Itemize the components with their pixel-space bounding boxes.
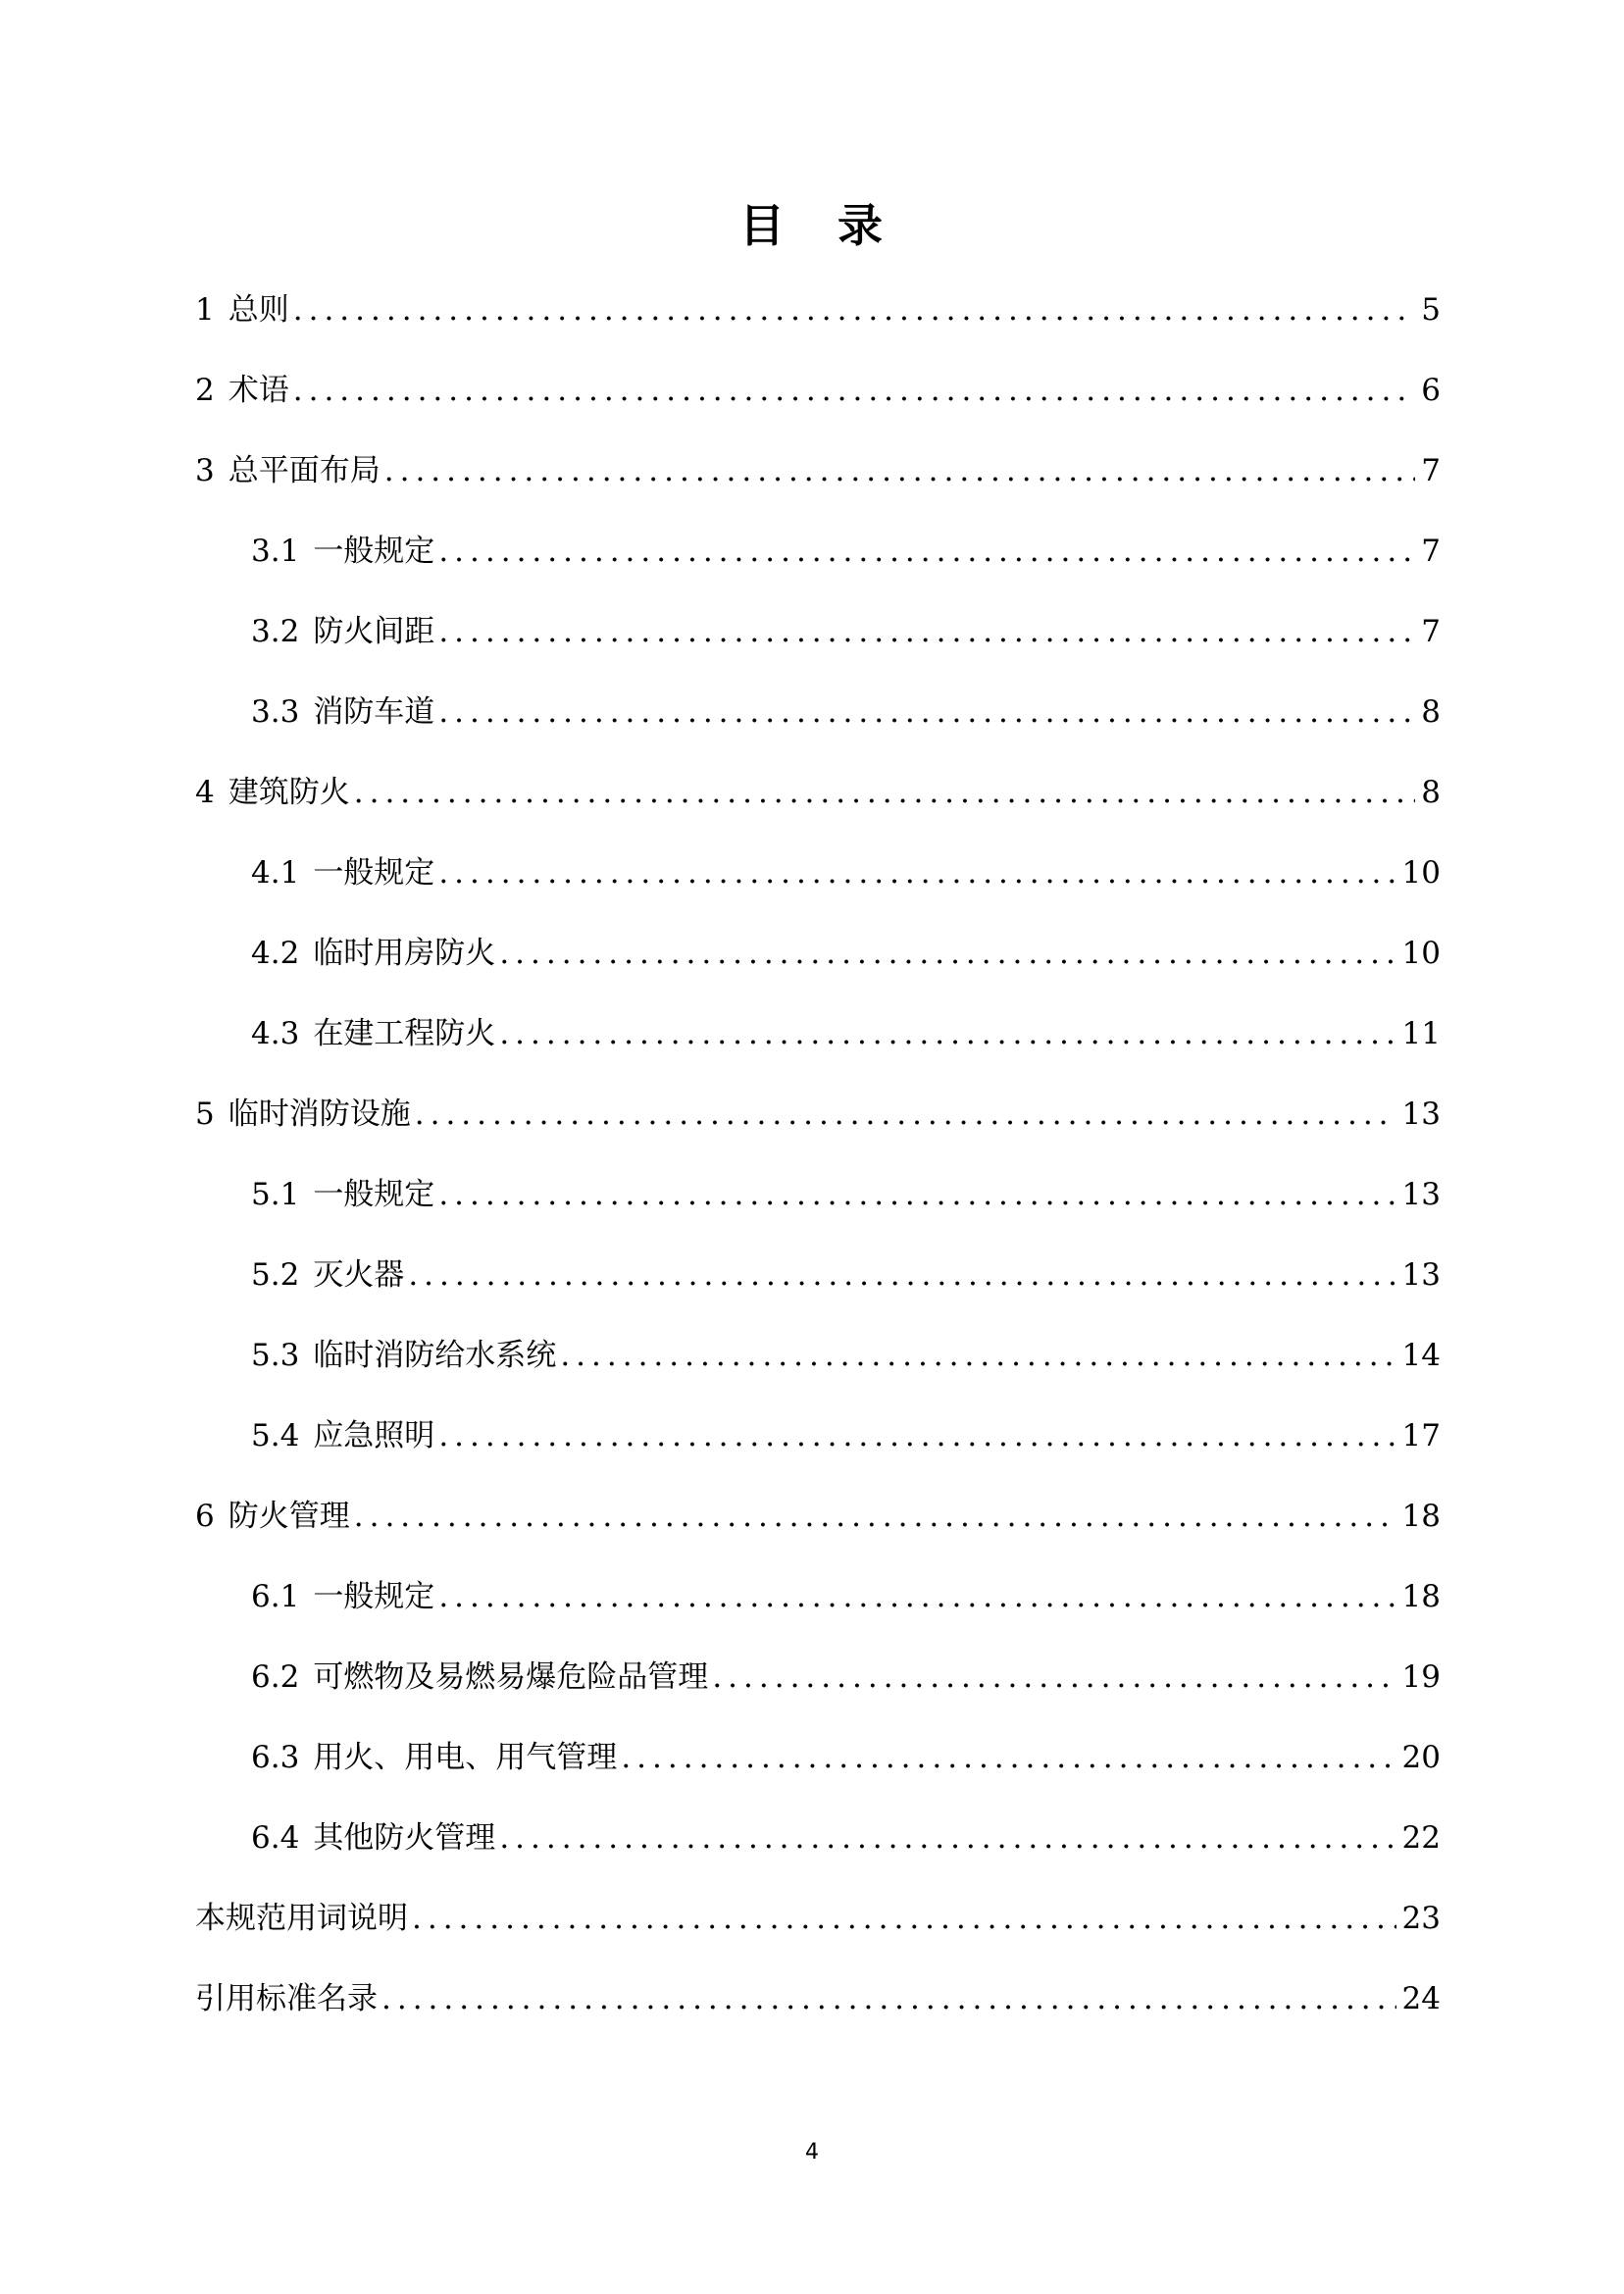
- toc-entry-title: 临时用房防火: [313, 936, 496, 971]
- toc-dot-leader: [438, 692, 1415, 732]
- toc-entry-page: 18: [1401, 1499, 1441, 1534]
- toc-entry-number: 1: [195, 292, 215, 328]
- toc-entry-page: 14: [1401, 1338, 1441, 1373]
- toc-entry-page: 19: [1401, 1659, 1441, 1695]
- toc-entry[interactable]: [251, 1728, 1441, 1787]
- toc-dot-leader: [438, 1416, 1396, 1455]
- toc-dot-leader: [499, 1014, 1396, 1053]
- toc-entry-page: 7: [1421, 614, 1441, 649]
- toc-entry-title: 用火、用电、用气管理: [313, 1740, 618, 1775]
- toc-entry-title: 引用标准名录: [195, 1981, 378, 2016]
- toc-entry-page: 6: [1421, 373, 1441, 408]
- toc-entry-page: 11: [1401, 1016, 1441, 1051]
- toc-entry-page: 5: [1421, 292, 1441, 328]
- toc-dot-leader: [412, 1899, 1396, 1938]
- toc-entry-page: 8: [1421, 694, 1441, 730]
- toc-dot-leader: [415, 1095, 1396, 1134]
- toc-entry-number: 3.3: [251, 694, 300, 730]
- toc-entry[interactable]: [195, 280, 1441, 339]
- toc-entry-title: 一般规定: [313, 855, 435, 891]
- toc-title-left: 目: [739, 199, 787, 252]
- toc-entry[interactable]: [251, 1648, 1441, 1707]
- toc-entry-page: 10: [1401, 855, 1441, 891]
- toc-entry[interactable]: [251, 602, 1441, 661]
- toc-entry-page: 17: [1401, 1418, 1441, 1453]
- toc-dot-leader: [438, 1175, 1396, 1214]
- toc-entry-title: 防火间距: [313, 614, 435, 649]
- toc-entry-page: 13: [1401, 1177, 1441, 1212]
- toc-entry-page: 22: [1401, 1820, 1441, 1856]
- toc-entry[interactable]: [195, 1889, 1441, 1948]
- toc-entry-title: 本规范用词说明: [195, 1901, 408, 1936]
- toc-dot-leader: [438, 612, 1415, 651]
- toc-entry-page: 24: [1401, 1981, 1441, 2016]
- toc-entry[interactable]: [195, 1969, 1441, 2028]
- toc-entry-number: 4: [195, 775, 215, 810]
- toc-dot-leader: [384, 451, 1416, 490]
- toc-entry[interactable]: [251, 522, 1441, 581]
- toc-entry[interactable]: [195, 1085, 1441, 1144]
- toc-dot-leader: [438, 853, 1396, 892]
- toc-entry-number: 4.3: [251, 1016, 300, 1051]
- toc-entry-title: 一般规定: [313, 1177, 435, 1212]
- toc-dot-leader: [293, 290, 1416, 330]
- toc-entry[interactable]: [195, 763, 1441, 822]
- toc-entry-number: 5: [195, 1096, 215, 1132]
- toc-entry-number: 3.2: [251, 614, 300, 649]
- toc-entry-title: 术语: [228, 373, 289, 408]
- toc-entry-number: 3.1: [251, 534, 300, 569]
- toc-entry-page: 13: [1401, 1257, 1441, 1293]
- toc-dot-leader: [354, 1497, 1396, 1536]
- toc-entry-title: 建筑防火: [228, 775, 350, 810]
- toc-entry[interactable]: [251, 1567, 1441, 1626]
- toc-entry-number: 5.3: [251, 1338, 300, 1373]
- toc-dot-leader: [621, 1738, 1396, 1777]
- toc-entry-page: 7: [1421, 534, 1441, 569]
- toc-dot-leader: [499, 1818, 1396, 1858]
- toc-entry-page: 23: [1401, 1901, 1441, 1936]
- toc-entry[interactable]: [251, 1326, 1441, 1385]
- toc-entry-number: 6.4: [251, 1820, 300, 1856]
- toc-entry-page: 20: [1401, 1740, 1441, 1775]
- toc-entry-title: 灭火器: [313, 1257, 405, 1293]
- toc-entry[interactable]: [251, 924, 1441, 983]
- toc-dot-leader: [354, 773, 1416, 812]
- toc-entry-title: 一般规定: [313, 1579, 435, 1614]
- toc-entry-title: 应急照明: [313, 1418, 435, 1453]
- toc-entry[interactable]: [251, 1406, 1441, 1465]
- toc-entry[interactable]: [195, 441, 1441, 500]
- toc-entry-title: 临时消防给水系统: [313, 1338, 557, 1373]
- toc-entry-number: 5.1: [251, 1177, 300, 1212]
- toc-entry-title: 可燃物及易燃易爆危险品管理: [313, 1659, 709, 1695]
- toc-entry[interactable]: [251, 683, 1441, 741]
- toc-entry-number: 6.1: [251, 1579, 300, 1614]
- toc-dot-leader: [438, 1577, 1396, 1616]
- toc-entry[interactable]: [251, 1246, 1441, 1304]
- toc-dot-leader: [499, 934, 1396, 973]
- toc-entry-title: 在建工程防火: [313, 1016, 496, 1051]
- toc-entry-title: 总则: [228, 292, 289, 328]
- toc-entry-number: 6.2: [251, 1659, 300, 1695]
- toc-dot-leader: [408, 1255, 1396, 1295]
- toc-entry-number: 4.1: [251, 855, 300, 891]
- toc-entry-title: 消防车道: [313, 694, 435, 730]
- toc-entry-page: 18: [1401, 1579, 1441, 1614]
- toc-entry-title: 其他防火管理: [313, 1820, 496, 1856]
- toc-entry[interactable]: [251, 1165, 1441, 1224]
- toc-entry-page: 10: [1401, 936, 1441, 971]
- toc-entry-number: 6: [195, 1499, 215, 1534]
- toc-dot-leader: [712, 1657, 1396, 1697]
- toc-entry-title: 临时消防设施: [228, 1096, 411, 1132]
- toc-dot-leader: [293, 371, 1416, 410]
- toc-entry-number: 5.4: [251, 1418, 300, 1453]
- toc-entry-number: 4.2: [251, 936, 300, 971]
- toc-entry-page: 7: [1421, 453, 1441, 488]
- toc-title-right: 录: [837, 199, 885, 252]
- toc-dot-leader: [438, 532, 1415, 571]
- toc-entry[interactable]: [251, 1809, 1441, 1867]
- toc-entry[interactable]: [251, 843, 1441, 902]
- toc-entry-number: 3: [195, 453, 215, 488]
- toc-entry-page: 13: [1401, 1096, 1441, 1132]
- toc-entry[interactable]: [195, 1487, 1441, 1546]
- toc-entry-number: 6.3: [251, 1740, 300, 1775]
- toc-entry-number: 5.2: [251, 1257, 300, 1293]
- toc-entry-title: 防火管理: [228, 1499, 350, 1534]
- toc-dot-leader: [560, 1336, 1396, 1375]
- toc-entry-page: 8: [1421, 775, 1441, 810]
- toc-entry[interactable]: [251, 1004, 1441, 1063]
- toc-entry-title: 一般规定: [313, 534, 435, 569]
- toc-entry[interactable]: [195, 361, 1441, 420]
- toc-entry-number: 2: [195, 373, 215, 408]
- page-number: 4: [805, 2140, 819, 2165]
- toc-entry-title: 总平面布局: [228, 453, 381, 488]
- toc-dot-leader: [381, 1979, 1396, 2018]
